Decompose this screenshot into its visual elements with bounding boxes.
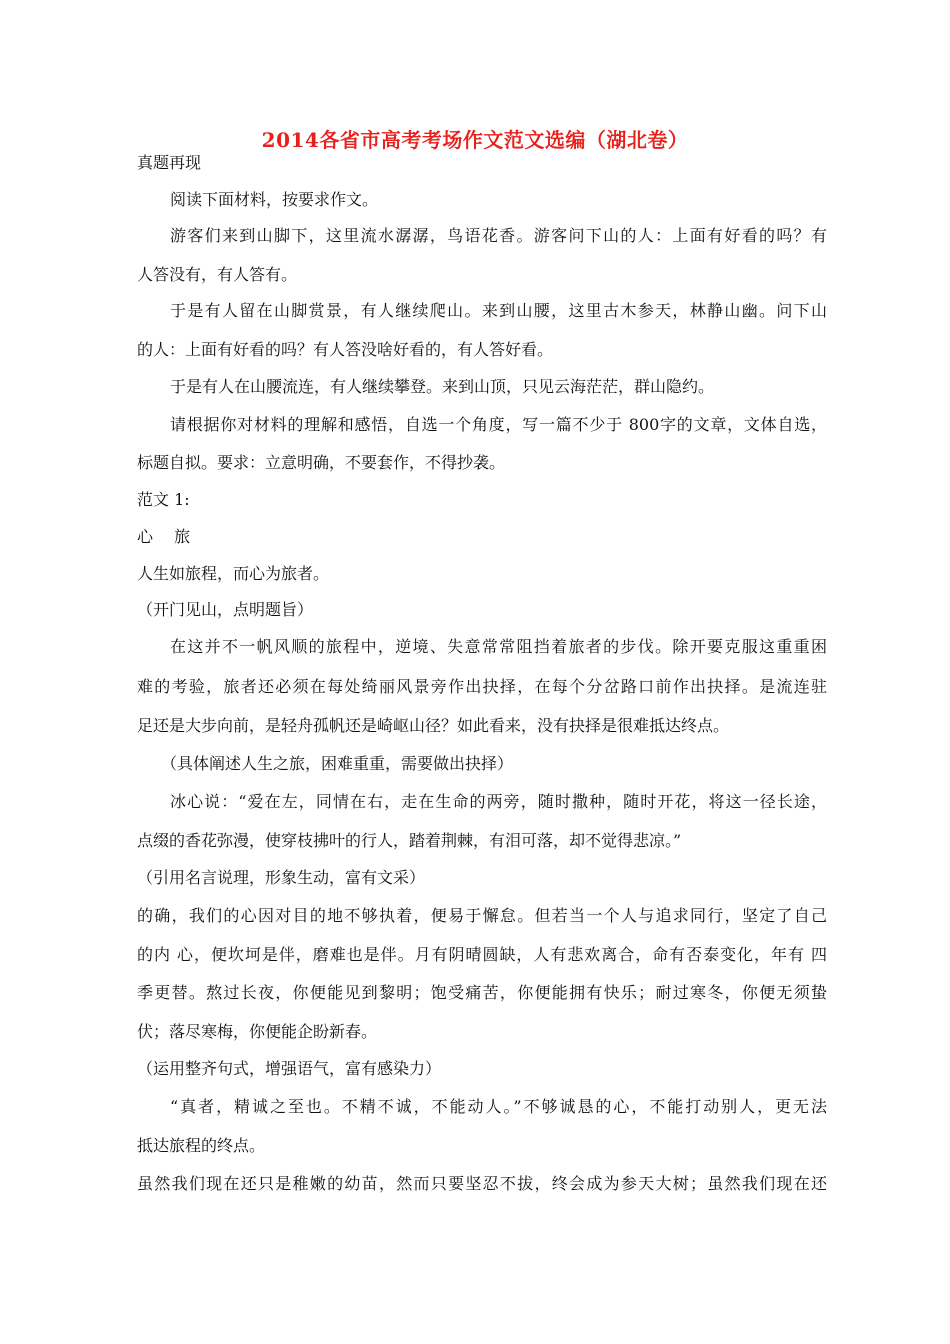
paragraph-line: 请根据你对材料的理解和感悟，自选一个角度，写一篇不少于 800字的文章，文体自选， — [170, 415, 827, 434]
paragraph-line: 冰心说：“爱在左，同情在右，走在生命的两旁，随时撒种，随时开花，将这一径长途， — [170, 792, 827, 811]
paragraph-line: 足还是大步向前，是轻舟孤帆还是崎岖山径？如此看来，没有抉择是很难抵达终点。 — [137, 716, 730, 735]
paragraph-line: 点缀的香花弥漫，使穿枝拂叶的行人，踏着荆棘，有泪可落，却不觉得悲凉。” — [137, 831, 682, 850]
paragraph-line: 的人：上面有好看的吗？有人答没啥好看的，有人答好看。 — [137, 340, 554, 359]
essay-label: 范文 1: — [137, 490, 190, 509]
paragraph-line: 在这并不一帆风顺的旅程中，逆境、失意常常阻挡着旅者的步伐。除开要克服这重重困 — [170, 637, 827, 656]
annotation: （具体阐述人生之旅，困难重重，需要做出抉择） — [161, 754, 514, 773]
paragraph-line: 阅读下面材料，按要求作文。 — [170, 190, 379, 209]
annotation: （引用名言说理，形象生动，富有文采） — [137, 868, 426, 887]
paragraph-line: 虽然我们现在还只是稚嫩的幼苗，然而只要坚忍不拔，终会成为参天大树；虽然我们现在还 — [137, 1174, 827, 1193]
paragraph-line: 伏；落尽寒梅，你便能企盼新春。 — [137, 1022, 378, 1041]
annotation: （运用整齐句式，增强语气，富有感染力） — [137, 1059, 442, 1078]
paragraph-line: 的内 心，便坎坷是伴，磨难也是伴。月有阴晴圆缺，人有悲欢离合，命有否泰变化，年有 四 — [137, 945, 827, 964]
paragraph-line: 季更替。熬过长夜，你便能见到黎明；饱受痛苦，你便能拥有快乐；耐过寒冬，你便无须蛰 — [137, 983, 827, 1002]
document-title: 2014各省市高考考场作文范文选编（湖北卷） — [261, 128, 689, 152]
paragraph-line: 人答没有，有人答有。 — [137, 265, 298, 284]
paragraph-line: “真者，精诚之至也。不精不诚，不能动人。”不够诚恳的心，不能打动别人，更无法 — [170, 1097, 827, 1116]
paragraph-line: 难的考验，旅者还必须在每处绮丽风景旁作出抉择，在每个分岔路口前作出抉择。是流连驻 — [137, 677, 827, 696]
paragraph-line: 人生如旅程，而心为旅者。 — [137, 564, 330, 583]
paragraph-line: 于是有人在山腰流连，有人继续攀登。来到山顶，只见云海茫茫，群山隐约。 — [170, 377, 715, 396]
essay-title: 心 旅 — [137, 527, 191, 546]
paragraph-line: 于是有人留在山脚赏景，有人继续爬山。来到山腰，这里古木参天，林静山幽。问下山 — [170, 301, 827, 320]
section-heading: 真题再现 — [137, 153, 202, 172]
annotation: （开门见山，点明题旨） — [137, 600, 314, 619]
paragraph-line: 游客们来到山脚下，这里流水潺潺，鸟语花香。游客问下山的人：上面有好看的吗？有 — [170, 226, 827, 245]
paragraph-line: 标题自拟。要求：立意明确，不要套作，不得抄袭。 — [137, 453, 506, 472]
paragraph-line: 的确，我们的心因对目的地不够执着，便易于懈怠。但若当一个人与追求同行，坚定了自己 — [137, 906, 827, 925]
paragraph-line: 抵达旅程的终点。 — [137, 1136, 266, 1155]
